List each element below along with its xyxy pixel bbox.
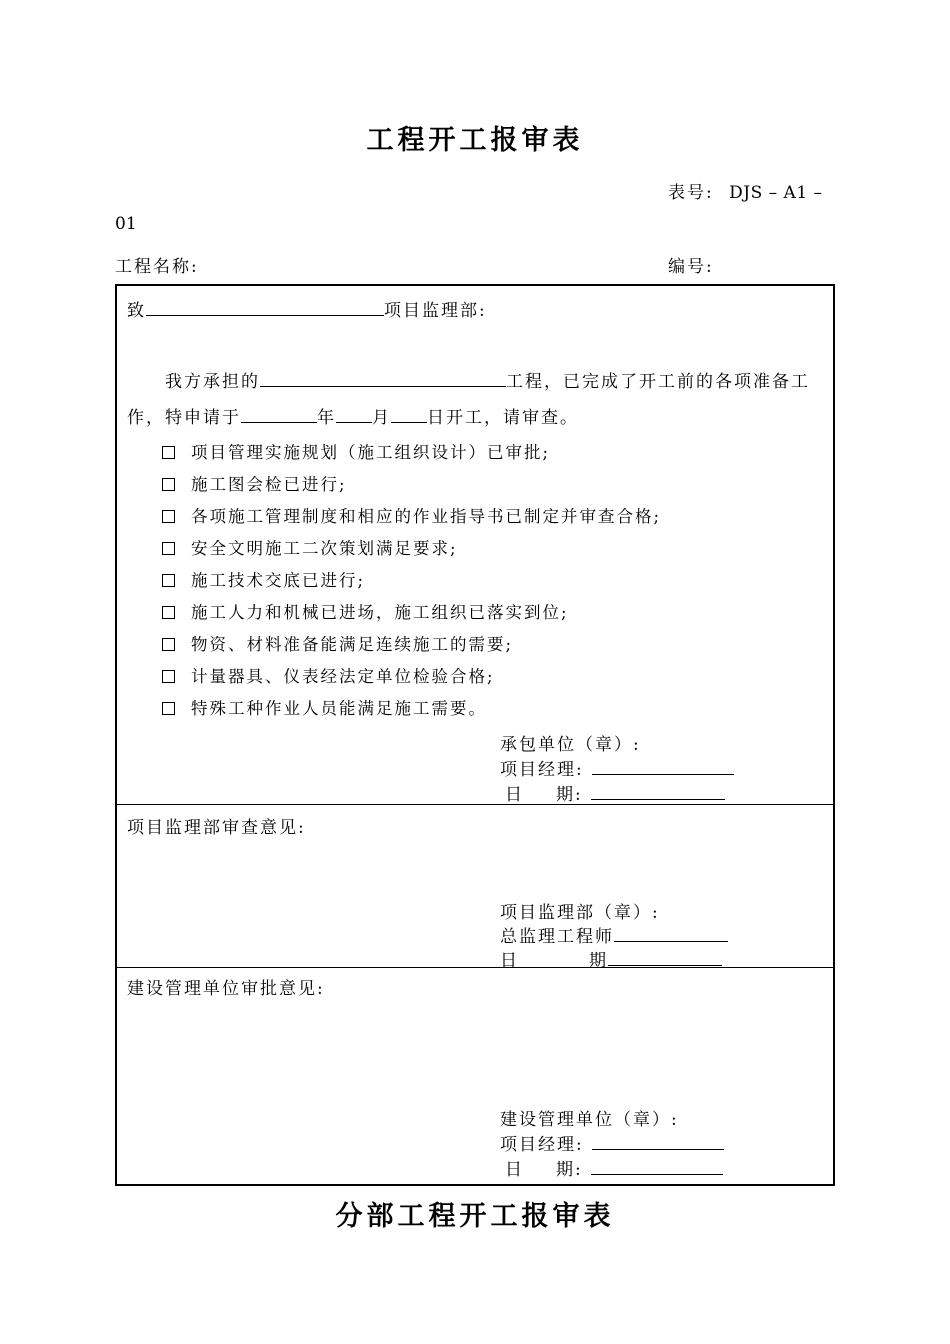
chief-engineer-line [500,922,728,947]
divider [117,804,833,805]
month-label: 月 [372,408,391,428]
form-number [668,178,823,203]
day-label: 日开工，请审查。 [427,408,579,428]
checklist-item [162,503,661,527]
statement-request: 作，特申请于 [127,408,241,428]
divider [117,967,833,968]
checklist-item-text: 施工人力和机械已进场，施工组织已落实到位; [191,603,569,622]
checklist-item [162,695,487,719]
statement-line-1 [165,367,810,392]
chief-engineer-signature-field[interactable] [614,925,728,942]
checklist-item [162,471,347,495]
manager-signature-field[interactable] [592,758,734,775]
project-name-label: 工程名称: [115,257,199,277]
checklist-item [162,535,458,559]
owner-date-field[interactable] [591,1158,723,1175]
checklist-item [162,631,513,655]
checkbox[interactable] [162,638,175,651]
start-year-field[interactable] [241,406,317,423]
checklist-item-text: 物资、材料准备能满足连续施工的需要; [191,635,514,654]
page-title: 工程开工报审表 [366,125,584,156]
checklist-item [162,599,569,623]
checklist-item-text: 施工图会检已进行; [191,475,347,494]
checklist-item-text: 各项施工管理制度和相应的作业指导书已制定并审查合格; [191,507,662,526]
owner-date-line [505,1155,723,1180]
next-page-title: 分部工程开工报审表 [335,1201,615,1232]
form-number-value: DJS – A1 – [729,183,823,203]
form-number-label: 表号: [668,183,714,203]
checkbox[interactable] [162,542,175,555]
contractor-date-field[interactable] [591,783,725,800]
addressee-field[interactable] [146,299,384,316]
serial-number-label: 编号: [668,257,714,277]
checklist-item [162,567,365,591]
checkbox[interactable] [162,510,175,523]
supervision-opinion-heading: 项目监理部审查意见: [127,818,306,838]
form-number-suffix: 01 [115,214,137,234]
year-label: 年 [317,408,336,428]
date-label-a: 日 [505,1160,524,1180]
checkbox[interactable] [162,478,175,491]
owner-opinion-heading: 建设管理单位审批意见: [127,979,325,999]
contractor-date-line [505,780,725,805]
owner-manager-signature-field[interactable] [592,1133,724,1150]
checkbox[interactable] [162,670,175,683]
owner-seal-label: 建设管理单位（章）: [500,1110,679,1130]
statement-line-2 [127,403,579,428]
checklist-item-text: 特殊工种作业人员能满足施工需要。 [191,699,487,718]
checkbox[interactable] [162,606,175,619]
date-label-b: 期 [589,951,608,971]
to-prefix: 致 [127,301,146,321]
checklist-item [162,439,550,463]
checklist-item-text: 项目管理实施规划（施工组织设计）已审批; [191,443,551,462]
manager-label: 项目经理: [500,1135,584,1155]
contractor-seal-label: 承包单位（章）: [500,735,641,755]
statement-middle: 工程，已完成了开工前的各项准备工 [506,372,810,392]
owner-manager-line [500,1130,724,1155]
supervision-date-field[interactable] [608,949,722,966]
chief-engineer-label: 总监理工程师 [500,927,614,947]
date-label-a: 日 [505,785,524,805]
addressee-line [127,296,487,321]
date-label-a: 日 [500,951,519,971]
contractor-manager-line [500,755,734,780]
statement-prefix: 我方承担的 [165,372,260,392]
manager-label: 项目经理: [500,760,584,780]
checkbox[interactable] [162,702,175,715]
checklist-item [162,663,495,687]
supervision-seal-label: 项目监理部（章）: [500,903,660,923]
checklist-item-text: 施工技术交底已进行; [191,571,366,590]
checkbox[interactable] [162,446,175,459]
start-day-field[interactable] [391,406,427,423]
date-label-b: 期: [556,1160,583,1180]
start-month-field[interactable] [336,406,372,423]
project-field[interactable] [260,370,506,387]
to-suffix: 项目监理部: [384,301,487,321]
checkbox[interactable] [162,574,175,587]
date-label-b: 期: [556,785,583,805]
checklist-item-text: 安全文明施工二次策划满足要求; [191,539,458,558]
checklist-item-text: 计量器具、仪表经法定单位检验合格; [191,667,495,686]
approval-form-table [115,284,835,1186]
